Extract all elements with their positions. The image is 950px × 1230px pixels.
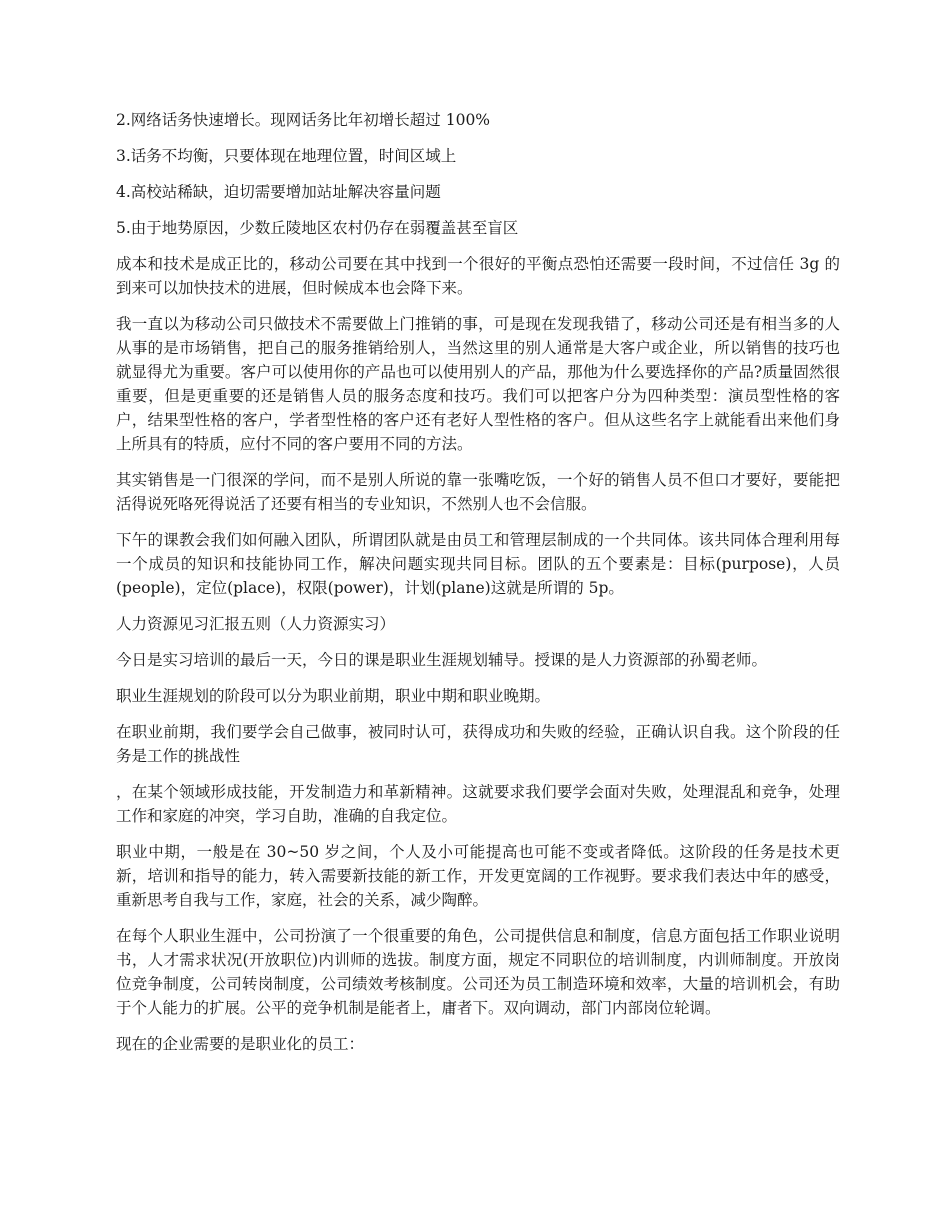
paragraph: 4.高校站稀缺，迫切需要增加站址解决容量问题	[116, 183, 441, 201]
paragraph: 现在的企业需要的是职业化的员工：	[116, 1035, 365, 1053]
paragraph: 今日是实习培训的最后一天，今日的课是职业生涯规划辅导。授课的是人力资源部的孙蜀老师。	[116, 651, 768, 669]
document-body	[116, 108, 840, 1068]
paragraph: 2.网络话务快速增长。现网话务比年初增长超过 100%	[116, 111, 491, 129]
paragraph: 3.话务不均衡，只要体现在地理位置，时间区域上	[116, 147, 457, 165]
paragraph: ，在某个领域形成技能，开发制造力和革新精神。这就要求我们要学会面对失败，处理混乱和竞争，处理工作和家庭的冲突，学习自助，准确的自我定位。	[116, 783, 840, 825]
paragraph: 职业生涯规划的阶段可以分为职业前期，职业中期和职业晚期。	[116, 687, 551, 705]
paragraph: 成本和技术是成正比的，移动公司要在其中找到一个很好的平衡点恐怕还需要一段时间，不过信任 3g 的到来可以加快技术的进展，但时候成本也会降下来。	[116, 255, 840, 297]
paragraph: 我一直以为移动公司只做技术不需要做上门推销的事，可是现在发现我错了，移动公司还是有相当多的人从事的是市场销售，把自己的服务推销给别人，当然这里的别人通常是大客户或企业，所以销售的技巧也就显得尤为重要。客户可以使用你的产品也可以使用别人的产品，那他为什么要选择你的产品?质量固然很重要，但是更重要的还是销售人员的服务态度和技巧。我们可以把客户分为四种类型：演员型性格的客户，结果型性格的客户，学者型性格的客户还有老好人型性格的客户。但从这些名字上就能看出来他们身上所具有的特质，应付不同的客户要用不同的方法。	[116, 315, 840, 453]
paragraph: 下午的课教会我们如何融入团队，所谓团队就是由员工和管理层制成的一个共同体。该共同体合理利用每一个成员的知识和技能协同工作，解决问题实现共同目标。团队的五个要素是：目标(purpose)，人员(people)，定位(place)，权限(power)，计划(plane)这就是所谓的 5p。	[116, 531, 840, 597]
section-heading: 人力资源见习汇报五则（人力资源实习）	[116, 615, 396, 633]
paragraph: 职业中期，一般是在 30~50 岁之间，个人及小可能提高也可能不变或者降低。这阶段的任务是技术更新，培训和指导的能力，转入需要新技能的新工作，开发更宽阔的工作视野。要求我们表达中年的感受，重新思考自我与工作，家庭，社会的关系，减少陶醉。	[116, 843, 840, 909]
paragraph: 5.由于地势原因，少数丘陵地区农村仍存在弱覆盖甚至盲区	[116, 219, 519, 237]
paragraph: 其实销售是一门很深的学问，而不是别人所说的靠一张嘴吃饭，一个好的销售人员不但口才要好，要能把活得说死咯死得说活了还要有相当的专业知识，不然别人也不会信服。	[116, 471, 840, 513]
paragraph: 在职业前期，我们要学会自己做事，被同时认可，获得成功和失败的经验，正确认识自我。这个阶段的任务是工作的挑战性	[116, 723, 840, 765]
paragraph: 在每个人职业生涯中，公司扮演了一个很重要的角色，公司提供信息和制度，信息方面包括工作职业说明书，人才需求状况(开放职位)内训师的选拔。制度方面，规定不同职位的培训制度，内训师制度。开放岗位竞争制度，公司转岗制度，公司绩效考核制度。公司还为员工制造环境和效率，大量的培训机会，有助于个人能力的扩展。公平的竞争机制是能者上，庸者下。双向调动，部门内部岗位轮调。	[116, 927, 840, 1017]
